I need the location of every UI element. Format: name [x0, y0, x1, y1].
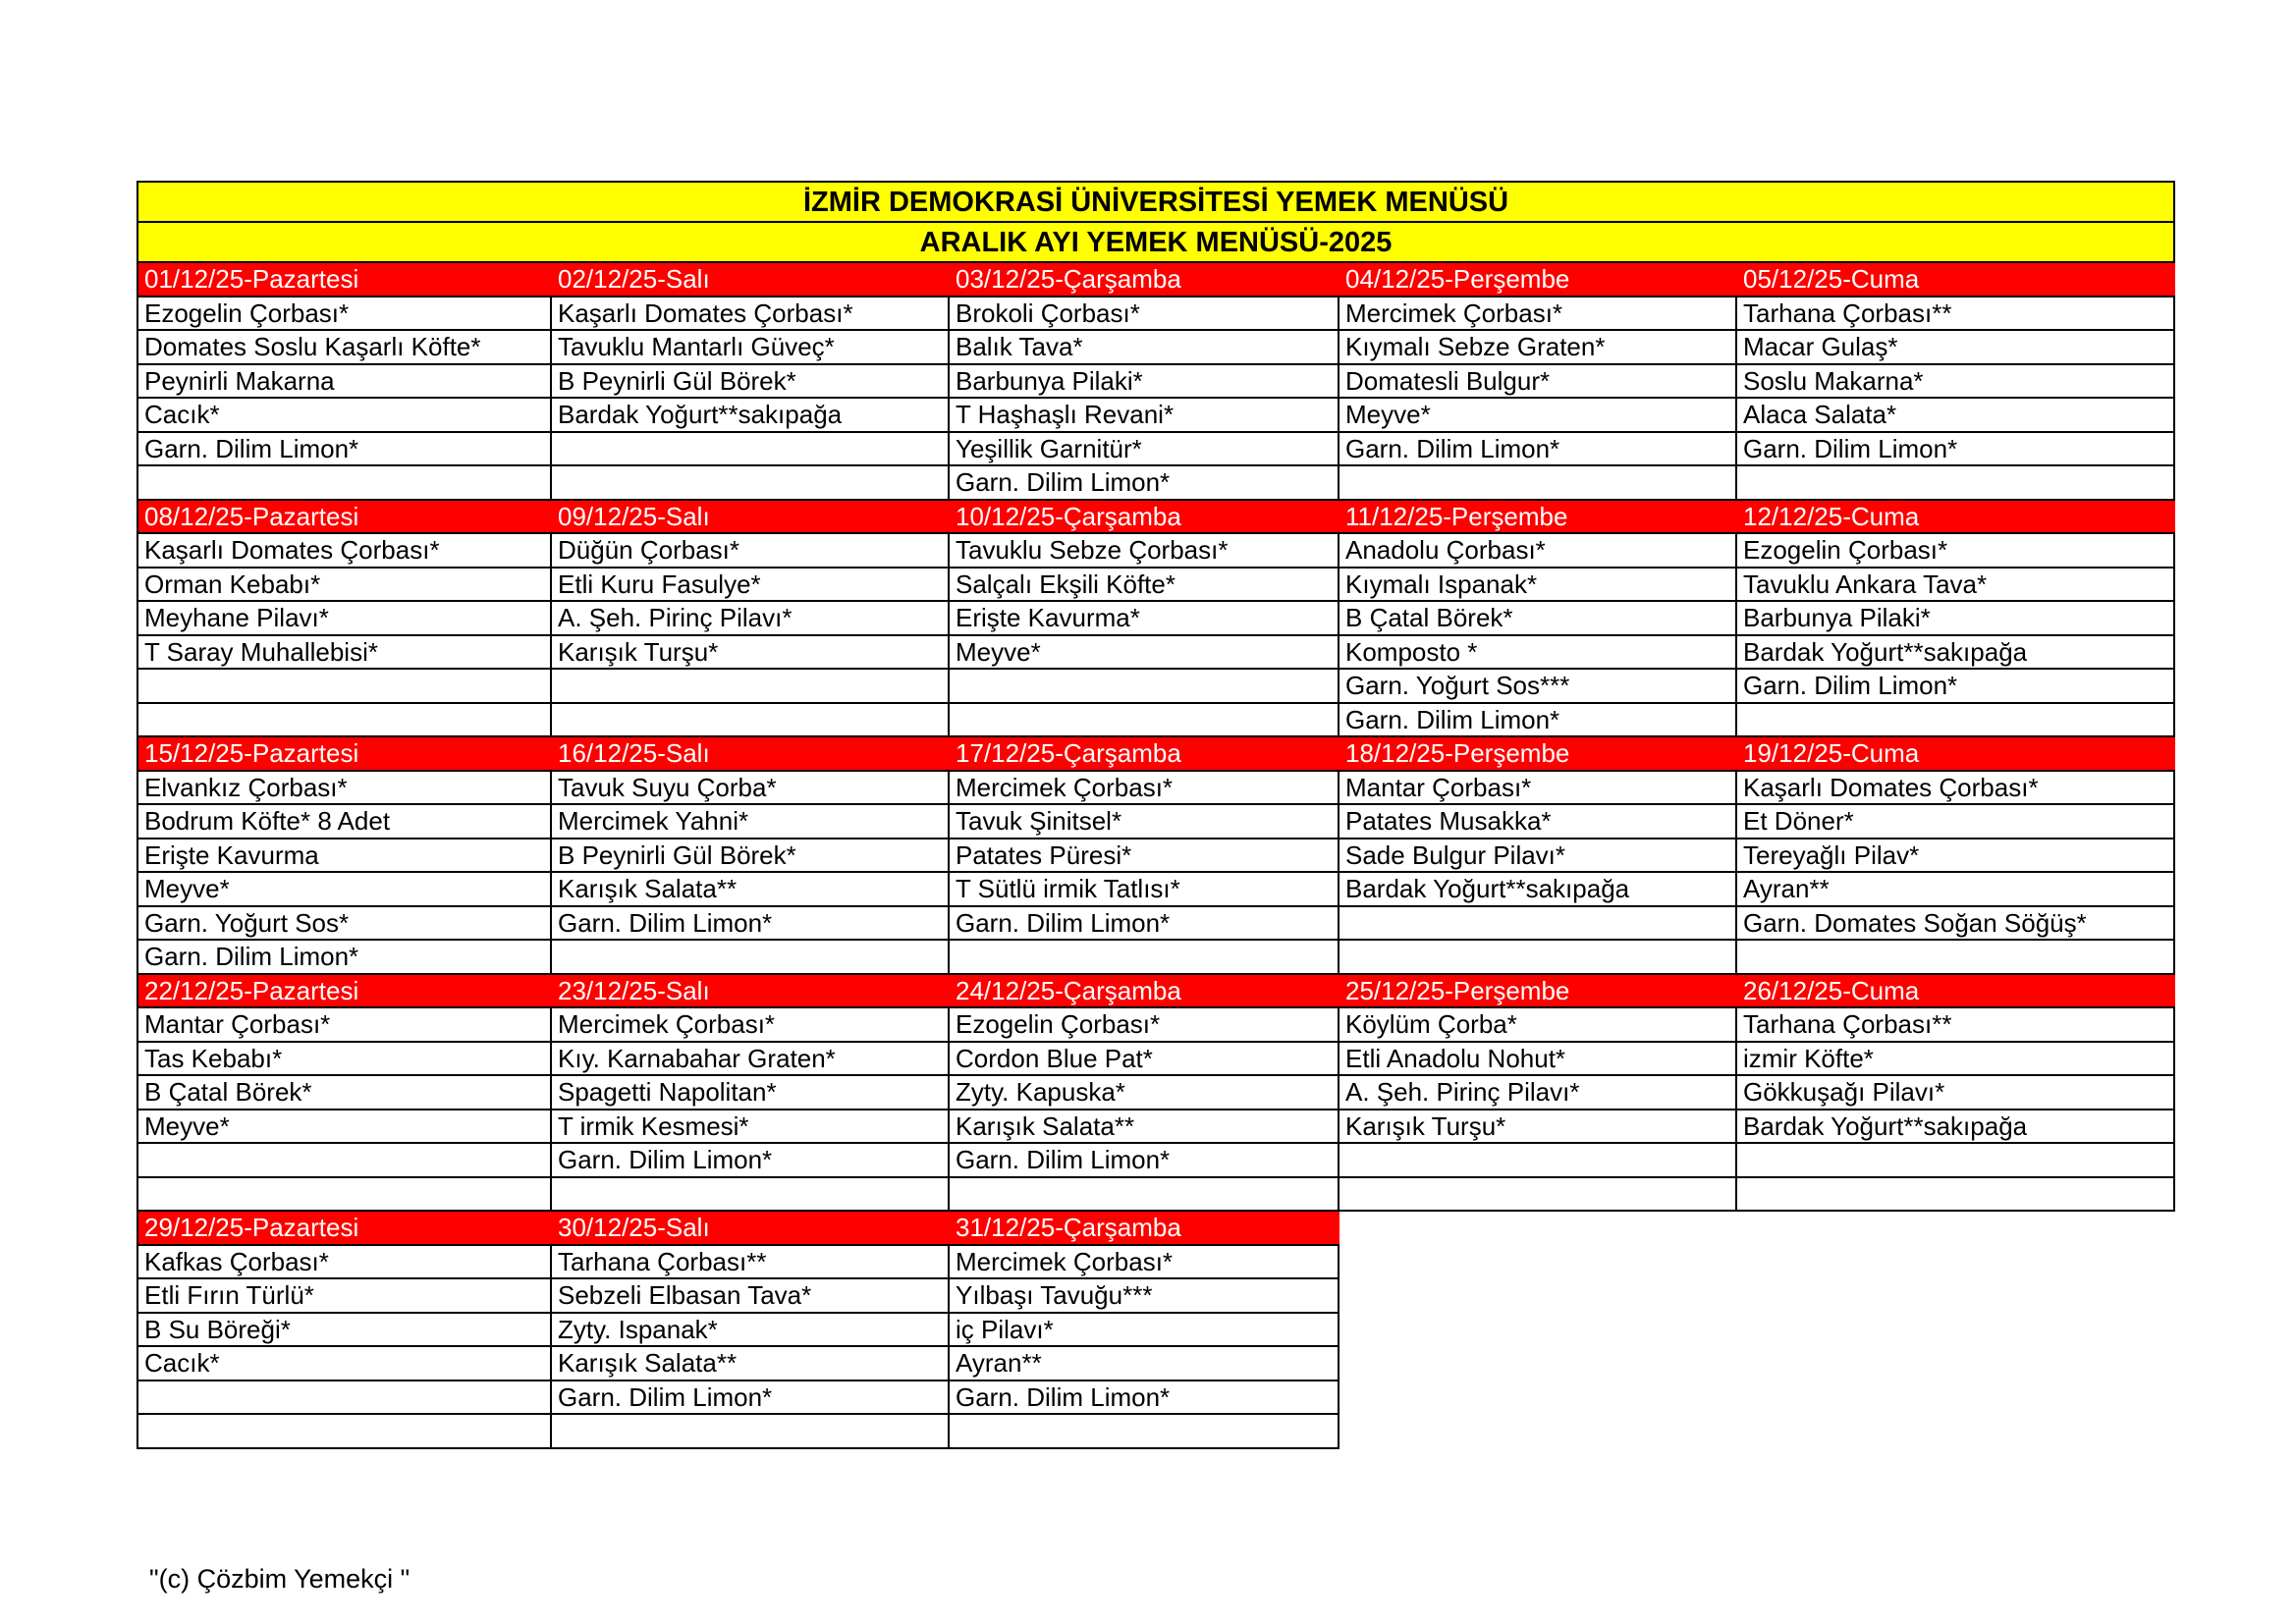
- menu-item: Mercimek Çorbası*: [949, 1245, 1339, 1279]
- date-header: 23/12/25-Salı: [551, 974, 949, 1008]
- menu-item: Garn. Yoğurt Sos*: [137, 906, 551, 941]
- menu-item: [1339, 1143, 1736, 1177]
- menu-item: Meyve*: [137, 872, 551, 906]
- menu-item: Garn. Dilim Limon*: [949, 465, 1339, 500]
- menu-item: Patates Musakka*: [1339, 804, 1736, 839]
- menu-item: Gökkuşağı Pilavı*: [1736, 1075, 2174, 1110]
- menu-item: Zyty. Ispanak*: [551, 1313, 949, 1347]
- menu-item: [137, 669, 551, 703]
- menu-item-row: [137, 1380, 2174, 1415]
- menu-item: [1339, 465, 1736, 500]
- menu-item: Tarhana Çorbası**: [551, 1245, 949, 1279]
- menu-item: Domatesli Bulgur*: [1339, 364, 1736, 399]
- menu-item-row: [137, 297, 2174, 331]
- menu-item: [1339, 940, 1736, 974]
- menu-item: B Çatal Börek*: [1339, 601, 1736, 635]
- date-header: 19/12/25-Cuma: [1736, 736, 2174, 771]
- menu-item: [137, 1177, 551, 1212]
- menu-item: Bardak Yoğurt**sakıpağa: [1339, 872, 1736, 906]
- menu-item-row: [137, 1414, 2174, 1448]
- menu-item: T Haşhaşlı Revani*: [949, 398, 1339, 432]
- date-header: 30/12/25-Salı: [551, 1211, 949, 1245]
- empty-cell: [1339, 1245, 1736, 1279]
- menu-item: Garn. Dilim Limon*: [1736, 432, 2174, 466]
- menu-item: [137, 1414, 551, 1448]
- menu-item: Kaşarlı Domates Çorbası*: [137, 533, 551, 568]
- menu-item: Ayran**: [949, 1346, 1339, 1380]
- menu-item: Yeşillik Garnitür*: [949, 432, 1339, 466]
- menu-item-row: [137, 1177, 2174, 1212]
- menu-item: Meyve*: [137, 1110, 551, 1144]
- menu-item: [551, 669, 949, 703]
- empty-cell: [1736, 1211, 2174, 1245]
- menu-item-row: [137, 1346, 2174, 1380]
- menu-item: Meyhane Pilavı*: [137, 601, 551, 635]
- menu-item: Etli Anadolu Nohut*: [1339, 1042, 1736, 1076]
- menu-item: Garn. Dilim Limon*: [1339, 432, 1736, 466]
- menu-item: [551, 432, 949, 466]
- menu-item: [137, 465, 551, 500]
- menu-item: iç Pilavı*: [949, 1313, 1339, 1347]
- menu-item: Garn. Dilim Limon*: [1736, 669, 2174, 703]
- menu-item-row: [137, 906, 2174, 941]
- menu-item: [551, 1414, 949, 1448]
- date-header: 08/12/25-Pazartesi: [137, 500, 551, 534]
- menu-item: [1736, 940, 2174, 974]
- menu-item: [949, 669, 1339, 703]
- menu-item-row: [137, 669, 2174, 703]
- empty-cell: [1736, 1346, 2174, 1380]
- menu-item: Ezogelin Çorbası*: [949, 1007, 1339, 1042]
- menu-item: [137, 1380, 551, 1415]
- menu-item: Garn. Dilim Limon*: [1339, 703, 1736, 737]
- menu-item: Kıymalı Ispanak*: [1339, 568, 1736, 602]
- menu-table-body: [137, 182, 2174, 1448]
- menu-item: Tavuklu Ankara Tava*: [1736, 568, 2174, 602]
- date-header: 22/12/25-Pazartesi: [137, 974, 551, 1008]
- menu-item-row: [137, 771, 2174, 805]
- menu-item-row: [137, 1278, 2174, 1313]
- menu-item-row: [137, 839, 2174, 873]
- menu-item: Garn. Dilim Limon*: [137, 940, 551, 974]
- menu-item: Erişte Kavurma: [137, 839, 551, 873]
- menu-item: Mercimek Çorbası*: [949, 771, 1339, 805]
- menu-item-row: [137, 1143, 2174, 1177]
- menu-item: Garn. Yoğurt Sos***: [1339, 669, 1736, 703]
- date-row: [137, 736, 2174, 771]
- date-row: [137, 500, 2174, 534]
- menu-item: Karışık Salata**: [949, 1110, 1339, 1144]
- date-header: 16/12/25-Salı: [551, 736, 949, 771]
- menu-item: [1736, 703, 2174, 737]
- menu-item-row: [137, 568, 2174, 602]
- menu-item: [137, 703, 551, 737]
- menu-item: Garn. Dilim Limon*: [949, 1143, 1339, 1177]
- menu-item: [1736, 465, 2174, 500]
- menu-item: A. Şeh. Pirinç Pilavı*: [551, 601, 949, 635]
- menu-item-row: [137, 330, 2174, 364]
- menu-item: Tarhana Çorbası**: [1736, 1007, 2174, 1042]
- menu-item-row: [137, 1245, 2174, 1279]
- menu-item: Bardak Yoğurt**sakıpağa: [1736, 1110, 2174, 1144]
- menu-item: [137, 1143, 551, 1177]
- menu-item: Cacık*: [137, 1346, 551, 1380]
- menu-item: Barbunya Pilaki*: [1736, 601, 2174, 635]
- menu-item: [949, 1177, 1339, 1212]
- menu-item: Balık Tava*: [949, 330, 1339, 364]
- menu-item: Kıy. Karnabahar Graten*: [551, 1042, 949, 1076]
- menu-item-row: [137, 1075, 2174, 1110]
- menu-item: Karışık Salata**: [551, 872, 949, 906]
- menu-item: Salçalı Ekşili Köfte*: [949, 568, 1339, 602]
- menu-item: Sebzeli Elbasan Tava*: [551, 1278, 949, 1313]
- menu-item: Tavuk Şinitsel*: [949, 804, 1339, 839]
- menu-item: Etli Fırın Türlü*: [137, 1278, 551, 1313]
- date-header: 17/12/25-Çarşamba: [949, 736, 1339, 771]
- menu-item: Garn. Domates Soğan Söğüş*: [1736, 906, 2174, 941]
- menu-item: [551, 1177, 949, 1212]
- title-row: [137, 182, 2174, 222]
- menu-item: A. Şeh. Pirinç Pilavı*: [1339, 1075, 1736, 1110]
- empty-cell: [1339, 1278, 1736, 1313]
- menu-item: Tavuk Suyu Çorba*: [551, 771, 949, 805]
- menu-item: Kaşarlı Domates Çorbası*: [551, 297, 949, 331]
- empty-cell: [1736, 1278, 2174, 1313]
- menu-item: [1736, 1177, 2174, 1212]
- date-header: 10/12/25-Çarşamba: [949, 500, 1339, 534]
- menu-item: Mantar Çorbası*: [1339, 771, 1736, 805]
- empty-cell: [1339, 1346, 1736, 1380]
- menu-item: Ezogelin Çorbası*: [137, 297, 551, 331]
- menu-item: Tarhana Çorbası**: [1736, 297, 2174, 331]
- menu-item: izmir Köfte*: [1736, 1042, 2174, 1076]
- menu-item: Soslu Makarna*: [1736, 364, 2174, 399]
- date-row: [137, 1211, 2174, 1245]
- menu-item: Garn. Dilim Limon*: [949, 906, 1339, 941]
- menu-item: Yılbaşı Tavuğu***: [949, 1278, 1339, 1313]
- menu-item: Alaca Salata*: [1736, 398, 2174, 432]
- menu-item: Peynirli Makarna: [137, 364, 551, 399]
- menu-item: Tavuklu Mantarlı Güveç*: [551, 330, 949, 364]
- menu-item: Bardak Yoğurt**sakıpağa: [1736, 635, 2174, 670]
- menu-item: Kafkas Çorbası*: [137, 1245, 551, 1279]
- menu-item: Barbunya Pilaki*: [949, 364, 1339, 399]
- menu-item: T Saray Muhallebisi*: [137, 635, 551, 670]
- date-header: 02/12/25-Salı: [551, 262, 949, 297]
- menu-item: Elvankız Çorbası*: [137, 771, 551, 805]
- menu-item-row: [137, 1042, 2174, 1076]
- empty-cell: [1736, 1313, 2174, 1347]
- menu-item: Orman Kebabı*: [137, 568, 551, 602]
- menu-item: [949, 703, 1339, 737]
- menu-item: Garn. Dilim Limon*: [551, 1380, 949, 1415]
- date-header: 25/12/25-Perşembe: [1339, 974, 1736, 1008]
- menu-item: B Peynirli Gül Börek*: [551, 839, 949, 873]
- menu-item-row: [137, 1313, 2174, 1347]
- menu-item: [949, 940, 1339, 974]
- empty-cell: [1339, 1414, 1736, 1448]
- menu-item: Bardak Yoğurt**sakıpağa: [551, 398, 949, 432]
- date-header: 09/12/25-Salı: [551, 500, 949, 534]
- menu-item-row: [137, 804, 2174, 839]
- menu-item: Tereyağlı Pilav*: [1736, 839, 2174, 873]
- menu-item-row: [137, 432, 2174, 466]
- menu-item-row: [137, 601, 2174, 635]
- menu-item: Mercimek Çorbası*: [1339, 297, 1736, 331]
- menu-item-row: [137, 465, 2174, 500]
- empty-cell: [1736, 1380, 2174, 1415]
- menu-item: Mercimek Çorbası*: [551, 1007, 949, 1042]
- menu-item: [551, 465, 949, 500]
- menu-item: Garn. Dilim Limon*: [551, 906, 949, 941]
- menu-item: Tavuklu Sebze Çorbası*: [949, 533, 1339, 568]
- date-header: 05/12/25-Cuma: [1736, 262, 2174, 297]
- menu-item: Garn. Dilim Limon*: [949, 1380, 1339, 1415]
- date-header: 01/12/25-Pazartesi: [137, 262, 551, 297]
- date-header: 12/12/25-Cuma: [1736, 500, 2174, 534]
- menu-item-row: [137, 364, 2174, 399]
- empty-cell: [1736, 1414, 2174, 1448]
- menu-item: [551, 703, 949, 737]
- menu-title: İZMİR DEMOKRASİ ÜNİVERSİTESİ YEMEK MENÜSÜ: [137, 182, 2174, 222]
- date-header: 03/12/25-Çarşamba: [949, 262, 1339, 297]
- menu-item: [1339, 906, 1736, 941]
- date-header: 15/12/25-Pazartesi: [137, 736, 551, 771]
- menu-item: Cordon Blue Pat*: [949, 1042, 1339, 1076]
- menu-item-row: [137, 940, 2174, 974]
- menu-item: [949, 1414, 1339, 1448]
- menu-item: Meyve*: [949, 635, 1339, 670]
- menu-item-row: [137, 398, 2174, 432]
- menu-item: Bodrum Köfte* 8 Adet: [137, 804, 551, 839]
- menu-item: Spagetti Napolitan*: [551, 1075, 949, 1110]
- menu-item: Cacık*: [137, 398, 551, 432]
- menu-item: Karışık Salata**: [551, 1346, 949, 1380]
- footer-credit: "(c) Çözbim Yemekçi ": [149, 1564, 410, 1594]
- menu-item-row: [137, 1007, 2174, 1042]
- menu-item: Anadolu Çorbası*: [1339, 533, 1736, 568]
- menu-table: [137, 181, 2175, 1449]
- menu-item: Sade Bulgur Pilavı*: [1339, 839, 1736, 873]
- menu-item: [1736, 1143, 2174, 1177]
- menu-item: Ezogelin Çorbası*: [1736, 533, 2174, 568]
- date-header: 18/12/25-Perşembe: [1339, 736, 1736, 771]
- date-row: [137, 262, 2174, 297]
- date-header: 26/12/25-Cuma: [1736, 974, 2174, 1008]
- menu-item: B Su Böreği*: [137, 1313, 551, 1347]
- date-row: [137, 974, 2174, 1008]
- empty-cell: [1339, 1211, 1736, 1245]
- menu-item: B Çatal Börek*: [137, 1075, 551, 1110]
- menu-item: T irmik Kesmesi*: [551, 1110, 949, 1144]
- menu-item: Patates Püresi*: [949, 839, 1339, 873]
- empty-cell: [1339, 1380, 1736, 1415]
- date-header: 29/12/25-Pazartesi: [137, 1211, 551, 1245]
- menu-item: Meyve*: [1339, 398, 1736, 432]
- date-header: 31/12/25-Çarşamba: [949, 1211, 1339, 1245]
- menu-item: Köylüm Çorba*: [1339, 1007, 1736, 1042]
- menu-sheet: [137, 181, 2173, 1449]
- menu-item-row: [137, 1110, 2174, 1144]
- subtitle-row: [137, 222, 2174, 262]
- menu-item: Kıymalı Sebze Graten*: [1339, 330, 1736, 364]
- menu-item: Zyty. Kapuska*: [949, 1075, 1339, 1110]
- menu-item: [551, 940, 949, 974]
- menu-item: [1339, 1177, 1736, 1212]
- date-header: 04/12/25-Perşembe: [1339, 262, 1736, 297]
- menu-item: Et Döner*: [1736, 804, 2174, 839]
- menu-item: Ayran**: [1736, 872, 2174, 906]
- menu-subtitle: ARALIK AYI YEMEK MENÜSÜ-2025: [137, 222, 2174, 262]
- menu-item: Düğün Çorbası*: [551, 533, 949, 568]
- menu-item: Mantar Çorbası*: [137, 1007, 551, 1042]
- menu-item: Tas Kebabı*: [137, 1042, 551, 1076]
- empty-cell: [1339, 1313, 1736, 1347]
- menu-item: Etli Kuru Fasulye*: [551, 568, 949, 602]
- date-header: 24/12/25-Çarşamba: [949, 974, 1339, 1008]
- menu-item: Karışık Turşu*: [551, 635, 949, 670]
- menu-item: Garn. Dilim Limon*: [551, 1143, 949, 1177]
- menu-item: Macar Gulaş*: [1736, 330, 2174, 364]
- menu-item: Kaşarlı Domates Çorbası*: [1736, 771, 2174, 805]
- menu-item: Erişte Kavurma*: [949, 601, 1339, 635]
- menu-item: Domates Soslu Kaşarlı Köfte*: [137, 330, 551, 364]
- menu-item: Komposto *: [1339, 635, 1736, 670]
- menu-item: Mercimek Yahni*: [551, 804, 949, 839]
- menu-item-row: [137, 533, 2174, 568]
- date-header: 11/12/25-Perşembe: [1339, 500, 1736, 534]
- menu-item: Karışık Turşu*: [1339, 1110, 1736, 1144]
- menu-item-row: [137, 872, 2174, 906]
- menu-item-row: [137, 635, 2174, 670]
- menu-item: Garn. Dilim Limon*: [137, 432, 551, 466]
- menu-item: Brokoli Çorbası*: [949, 297, 1339, 331]
- menu-item: T Sütlü irmik Tatlısı*: [949, 872, 1339, 906]
- menu-item: B Peynirli Gül Börek*: [551, 364, 949, 399]
- menu-item-row: [137, 703, 2174, 737]
- empty-cell: [1736, 1245, 2174, 1279]
